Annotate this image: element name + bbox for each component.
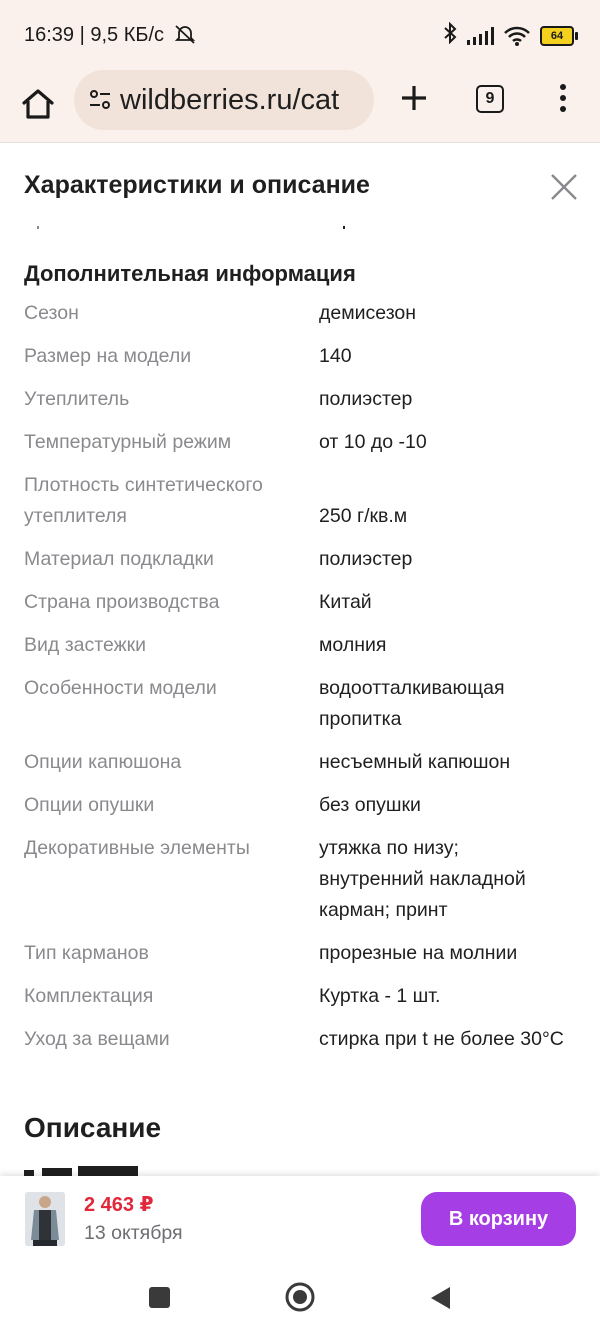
recents-icon[interactable] [149,1287,170,1308]
spec-value: Китай [319,591,372,613]
spec-name: Вид застежки [24,634,147,656]
status-bar [0,0,600,70]
spec-list [24,298,584,1055]
status-icons [443,24,574,48]
mute-icon [174,24,196,44]
modal-title: Характеристики и описание [24,171,370,199]
status-time [24,24,196,47]
spec-value: молния [319,634,387,656]
spec-name: Материал подкладки [24,548,214,570]
spec-row [24,833,584,926]
plus-icon[interactable] [396,78,432,118]
spec-name: Опции опушки [24,794,155,816]
more-icon[interactable] [555,84,571,116]
wifi-icon [504,26,530,46]
spec-row [24,1024,584,1055]
spec-row [24,747,584,778]
spec-name: Уход за вещами [24,1028,170,1050]
battery-icon [540,26,574,46]
spec-value: демисезон [319,302,417,324]
spec-value: несъемный капюшон [319,751,511,773]
spec-row [24,981,584,1012]
modal-header [0,143,600,213]
spec-name: Особенности модели [24,677,217,699]
spec-row [24,470,584,532]
spec-name: Сезон [24,302,79,324]
spec-value: полиэстер [319,388,413,410]
spec-name: Температурный режим [24,431,232,453]
spec-value: 250 г/кв.м [319,505,408,527]
tabs-count: 9 [485,90,495,107]
delivery-date: 13 октября [84,1222,183,1244]
close-icon[interactable] [548,171,580,203]
signal-icon [467,27,494,45]
characteristics-section [24,256,584,1067]
section-title-additional-info: Дополнительная информация [24,261,356,286]
spec-row [24,384,584,415]
tabs-icon[interactable] [476,85,504,113]
browser-toolbar [0,70,600,143]
description-title: Описание [24,1112,162,1143]
spec-value: водоотталкивающая пропитка [319,677,505,730]
spec-value: Куртка - 1 шт. [319,985,441,1007]
spec-row [24,673,584,735]
spec-value: от 10 до -10 [319,431,427,453]
bluetooth-icon [443,22,457,50]
home-circle-icon[interactable] [285,1282,315,1312]
buy-bar [0,1176,600,1262]
add-to-cart-button[interactable]: В корзину [421,1192,576,1246]
system-nav-bar [0,1262,600,1332]
spec-name: Опции капюшона [24,751,182,773]
spec-row [24,544,584,575]
address-bar[interactable] [74,70,374,130]
description-text-fragment [24,1166,144,1176]
spec-row [24,938,584,969]
spec-name: Тип карманов [24,942,149,964]
spec-row [24,341,584,372]
site-settings-icon[interactable] [88,88,112,112]
spec-value: стирка при t не более 30°C [319,1028,564,1050]
spec-value: утяжка по низу; внутренний накладной карман; принт [319,837,526,921]
url-text: wildberries.ru/cat [120,83,340,116]
spec-row [24,427,584,458]
spec-name: Комплектация [24,985,154,1007]
spec-name: Плотность синтетического утеплителя [24,474,263,527]
spec-row [24,790,584,821]
spec-value: 140 [319,345,352,367]
cut-off-text-fragment [0,222,600,234]
spec-value: прорезные на молнии [319,942,518,964]
spec-value: без опушки [319,794,421,816]
back-icon[interactable] [428,1285,452,1311]
status-time-text: 16:39 | 9,5 КБ/с [24,24,165,46]
price: 2 463 ₽ [84,1194,154,1216]
product-thumbnail[interactable] [25,1192,65,1246]
spec-name: Размер на модели [24,345,192,367]
spec-name: Страна производства [24,591,220,613]
battery-level: 64 [550,30,564,42]
spec-name: Утеплитель [24,388,130,410]
spec-value: полиэстер [319,548,413,570]
spec-name: Декоративные элементы [24,837,250,859]
spec-row [24,630,584,661]
spec-row [24,587,584,618]
home-icon[interactable] [18,84,58,124]
spec-row [24,298,584,329]
